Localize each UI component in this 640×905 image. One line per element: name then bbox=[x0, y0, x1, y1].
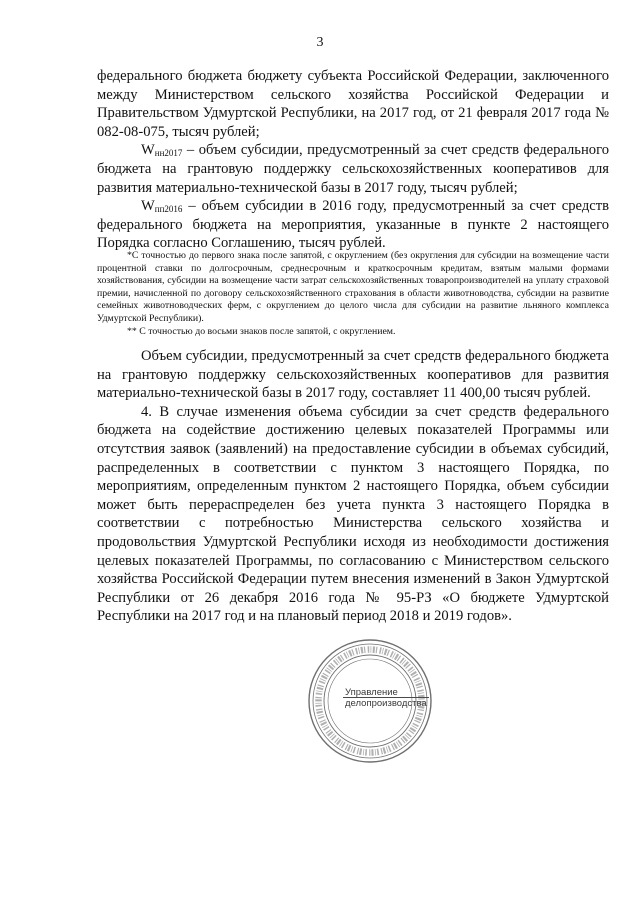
stamp-label-line-1: Управление bbox=[345, 687, 398, 698]
footnotes bbox=[97, 250, 609, 338]
symbol-w: W bbox=[141, 142, 155, 159]
definition-text: – объем субсидии, предусмотренный за счет средств федерального бюджета на грантовую поддержку сельскохозяйственных кооперативов для развития материально-технической базы в 2017 году, тысяч рублей; bbox=[97, 142, 609, 196]
formula-definitions bbox=[97, 67, 609, 253]
paragraph-federal-budget: федерального бюджета бюджету субъекта Российской Федерации, заключенного между Министерством сельского хозяйства Российской Федерации и Правительством Удмуртской Республики, на 2017 год, от 21 февраля 2017 года № 082-08-075, тысяч рублей; bbox=[97, 68, 609, 140]
definition-w-nn2017 bbox=[97, 141, 609, 197]
stamp-label bbox=[345, 687, 455, 709]
stamp-label-line-2: делопроизводства bbox=[345, 698, 427, 709]
main-text bbox=[97, 347, 609, 626]
footnote-1: *С точностью до первого знака после запятой, с округлением (без округления для субсидии на возмещение части процентной ставки по долгосрочным, среднесрочным и краткосрочным кредитам, взятым малыми формами хозяйствования, субсидии на возмещение части затрат сельскохозяйственных товаропроизводителей на уплату страховой премии, начисленной по договору сельскохозяйственного страхования в области животноводства, субсидии на развитие семейных животноводческих ферм, с округлением до целого числа для субсидии на развитие льняного комплекса Удмуртской Республики). bbox=[97, 250, 609, 324]
definition-w-pp2016 bbox=[97, 197, 609, 253]
page-number: 3 bbox=[316, 35, 324, 50]
symbol-subscript: нн2017 bbox=[154, 148, 183, 159]
symbol-w: W bbox=[141, 198, 155, 215]
definition-text: – объем субсидии в 2016 году, предусмотренный за счет средств федерального бюджета на мероприятия, указанные в пункте 2 настоящего Порядка согласно Соглашению, тысяч рублей. bbox=[97, 198, 609, 252]
footnote-2: ** С точностью до восьми знаков после запятой, с округлением. bbox=[127, 325, 396, 337]
paragraph-4-redistribution: 4. В случае изменения объема субсидии за счет средств федерального бюджета на содействие достижению целевых показателей Программы или отсутствия заявок (заявлений) на предоставление субсидии в объемах субсидий, распределенных в соответствии с пунктом 3 настоящего Порядка, по мероприятиям, определенным пунктом 2 настоящего Порядка, объем субсидии может быть перераспределен без учета пункта 3 настоящего Порядка в соответствии с потребностью Министерства сельского хозяйства и продовольствия Удмуртской Республики исходя из необходимости достижения целевых показателей Программы, по согласованию с Министерством сельского хозяйства Российской Федерации путем внесения изменений в Закон Удмуртской Республики от 26 декабря 2016 года № 95-РЗ «О бюджете Удмуртской Республики на 2017 год и на плановый период 2018 и 2019 годов». bbox=[97, 403, 609, 625]
stamp-underline bbox=[343, 697, 429, 698]
paragraph-subsidy-amount: Объем субсидии, предусмотренный за счет средств федерального бюджета на грантовую поддержку сельскохозяйственных кооперативов для развития материально-технической базы в 2017 году, составляет 11 400,00 тысяч рублей. bbox=[97, 348, 609, 402]
symbol-subscript: пп2016 bbox=[154, 204, 183, 215]
